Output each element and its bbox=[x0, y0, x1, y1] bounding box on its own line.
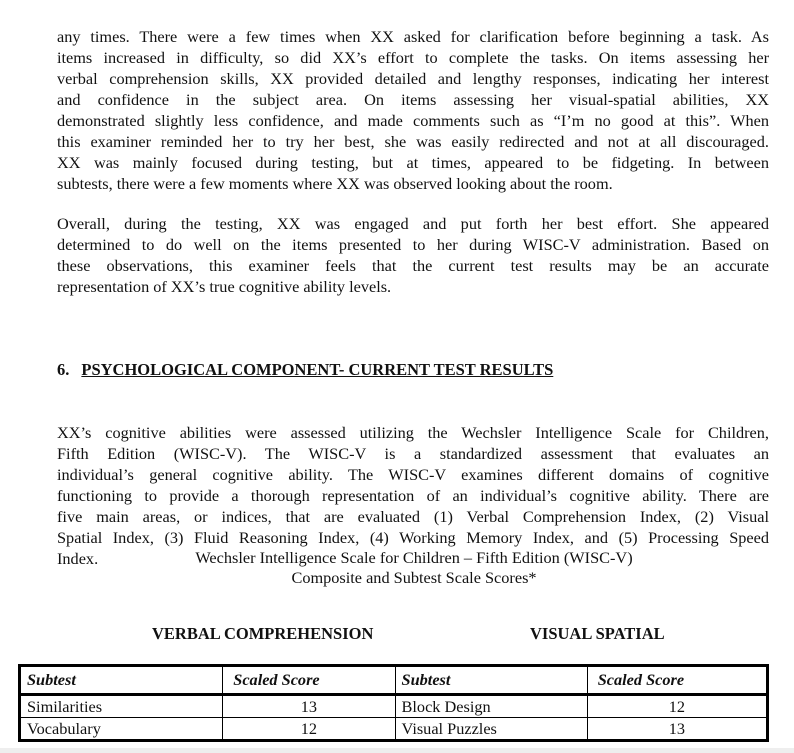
section-title: PSYCHOLOGICAL COMPONENT- CURRENT TEST RESULTS bbox=[81, 360, 554, 379]
header-subtest: Subtest bbox=[395, 666, 587, 695]
text-line: five main areas, or indices, that are evaluated (1) Verbal Comprehension Index, (2) Visual bbox=[57, 507, 769, 526]
subtest-name: Block Design bbox=[395, 695, 587, 718]
text-line: individual’s general cognitive ability. The WISC-V examines different domains of cognitive bbox=[57, 465, 769, 484]
table-header-row bbox=[20, 666, 768, 695]
header-scaled-score: Scaled Score bbox=[587, 666, 767, 695]
visual-spatial-heading: VISUAL SPATIAL bbox=[530, 624, 665, 643]
table-row bbox=[20, 718, 768, 741]
text-line: items increased in difficulty, so did XX’s effort to complete the tasks. On items assessing her bbox=[57, 48, 769, 67]
observations-paragraph bbox=[57, 26, 769, 194]
subtest-name: Similarities bbox=[20, 695, 223, 718]
header-subtest: Subtest bbox=[20, 666, 223, 695]
table-subtitle: Composite and Subtest Scale Scores* bbox=[291, 568, 537, 587]
text-line: verbal comprehension skills, XX provided detailed and lengthy responses, indicating her interest bbox=[57, 69, 769, 88]
text-line: this examiner reminded her to try her best, she was easily redirected and not at all discouraged. bbox=[57, 132, 769, 151]
page-bottom-edge bbox=[0, 748, 794, 753]
text-line: determined to do well on the items presented to her during WISC-V administration. Based on bbox=[57, 235, 769, 254]
scaled-score: 13 bbox=[223, 695, 395, 718]
verbal-comprehension-heading: VERBAL COMPREHENSION bbox=[152, 624, 374, 643]
overall-paragraph bbox=[57, 213, 769, 297]
scaled-score: 13 bbox=[587, 718, 767, 741]
section-number: 6. bbox=[57, 360, 70, 379]
text-line: Index. bbox=[57, 549, 99, 568]
text-line: demonstrated slightly less confidence, and made comments such as “I’m no good at this”. When bbox=[57, 111, 769, 130]
text-line: and confidence in the subject area. On items assessing her visual-spatial abilities, XX bbox=[57, 90, 769, 109]
subtest-name: Visual Puzzles bbox=[395, 718, 587, 741]
section-heading bbox=[57, 360, 553, 380]
header-scaled-score: Scaled Score bbox=[223, 666, 395, 695]
text-line: these observations, this examiner feels that the current test results may be an accurate bbox=[57, 256, 769, 275]
text-line: any times. There were a few times when XX asked for clarification before beginning a task. As bbox=[57, 27, 769, 46]
scaled-score: 12 bbox=[223, 718, 395, 741]
text-line: XX was mainly focused during testing, but at times, appeared to be fidgeting. In between bbox=[57, 153, 769, 172]
cognitive-paragraph bbox=[57, 422, 769, 569]
table-row bbox=[20, 695, 768, 718]
subtest-name: Vocabulary bbox=[20, 718, 223, 741]
scaled-score: 12 bbox=[587, 695, 767, 718]
text-line: representation of XX’s true cognitive ability levels. bbox=[57, 277, 392, 296]
text-line: Overall, during the testing, XX was engaged and put forth her best effort. She appeared bbox=[57, 214, 769, 233]
text-line: Spatial Index, (3) Fluid Reasoning Index, (4) Working Memory Index, and (5) Processing Speed bbox=[57, 528, 769, 547]
table-title: Wechsler Intelligence Scale for Children – Fifth Edition (WISC-V) bbox=[195, 548, 633, 567]
text-line: functioning to provide a thorough representation of an individual’s cognitive ability. There are bbox=[57, 486, 769, 505]
text-line: subtests, there were a few moments where XX was observed looking about the room. bbox=[57, 174, 613, 193]
text-line: Fifth Edition (WISC-V). The WISC-V is a standardized assessment that evaluates an bbox=[57, 444, 769, 463]
text-line: XX’s cognitive abilities were assessed utilizing the Wechsler Intelligence Scale for Children, bbox=[57, 423, 769, 442]
scores-table bbox=[18, 664, 769, 742]
